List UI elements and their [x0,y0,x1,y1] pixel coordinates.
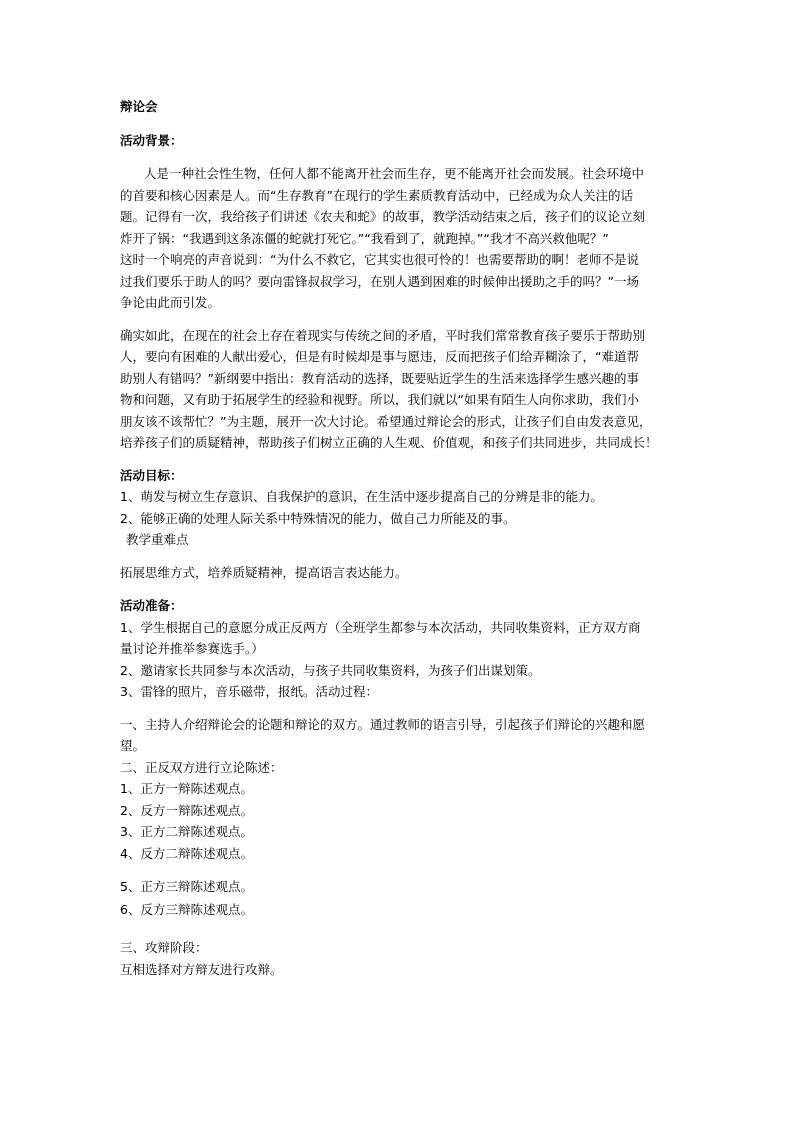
spacer [120,864,692,876]
spacer [120,151,692,163]
debate-speaker-item: 5、正方三辩陈述观点。 [120,879,253,894]
debate-speaker-item: 1、正方一辩陈述观点。 [120,781,253,796]
spacer [120,703,692,714]
debate-speaker-item: 4、反方二辩陈述观点。 [120,845,253,861]
process-step-1: 一、主持人介绍辩论会的论题和辩论的双方。通过教师的语言引导，引起孩子们辩论的兴趣和愿 [120,716,646,732]
spacer [120,118,692,130]
background-p2-line: 朋友该不该帮忙？”为主题，展开一次大讨论。希望通过辩论会的形式，让孩子们自由发表意见， [120,413,652,429]
spacer [120,583,692,595]
background-p2-line: 人，要向有困难的人献出爱心，但是有时候却是事与愿违，反而把孩子们给弄糊涂了，“难道帮 [120,349,639,364]
spacer [120,551,692,562]
background-p1-line: 过我们要乐于助人的吗？要向雷锋叔叔学习，在别人遇到困难的时候伸出援助之手的吗？”一场 [120,273,639,289]
background-p2-line: 培养孩子们的质疑精神，帮助孩子们树立正确的人生观、价值观，和孩子们共同进步，共同成长！ [120,435,658,450]
preparation-item: 量讨论并推举参赛选手。） [120,641,264,656]
preparation-item: 3、雷锋的照片，音乐磁带，报纸。活动过程： [120,684,378,699]
background-p1-line: 人是一种社会性生物，任何人都不能离开社会而生存，更不能离开社会而发展。社会环境中 [144,166,645,181]
preparation-heading: 活动准备： [120,598,183,613]
debate-speaker-item: 3、正方二辩陈述观点。 [120,824,253,839]
process-step-1: 望。 [120,738,146,753]
goal-item: 1、萌发与树立生存意识、自我保护的意识，在生活中逐步提高自己的分辨是非的能力。 [120,489,603,504]
background-p2-line: 助别人有错吗？”新纲要中指出：教育活动的选择，既要贴近学生的生活来选择学生感兴趣的事 [120,370,639,386]
background-p2-line: 确实如此，在现在的社会上存在着现实与传统之间的矛盾，平时我们常常教育孩子要乐于帮助别 [120,327,646,343]
key-difficulty-text: 拓展思维方式，培养质疑精神，提高语言表达能力。 [120,564,408,580]
key-difficulty-subheading: 教学重难点 [126,532,189,547]
process-step-3-text: 互相选择对方辩友进行攻辩。 [120,961,283,977]
spacer [120,454,692,465]
background-p1-line: 题。记得有一次，我给孩子们讲述《农夫和蛇》的故事，教学活动结束之后，孩子们的议论立刻 [120,209,646,224]
spacer [120,314,692,325]
background-p1-line: 炸开了锅：“我遇到这条冻僵的蛇就打死它。”“我看到了，就跑掉。”“我才不高兴救他呢？” [120,230,609,246]
spacer [120,920,692,937]
goal-item: 2、能够正确的处理人际关系中特殊情况的能力，做自己力所能及的事。 [120,510,516,526]
preparation-item: 2、邀请家长共同参与本次活动，与孩子共同收集资料，为孩子们出谋划策。 [120,662,541,678]
document-title: 辩论会 [120,99,158,114]
background-p1-line: 的首要和核心因素是人。而“生存教育”在现行的学生素质教育活动中，已经成为众人关注的话 [120,187,633,203]
document-page [120,96,692,980]
debate-speaker-item: 2、反方一辩陈述观点。 [120,802,253,818]
process-step-3-heading: 三、攻辩阶段： [120,940,208,955]
background-heading: 活动背景： [120,132,183,148]
goals-heading: 活动目标： [120,467,183,483]
preparation-item: 1、学生根据自己的意愿分成正反两方（全班学生都参与本次活动，共同收集资料，正方双方商 [120,619,641,635]
debate-speaker-item: 6、反方三辩陈述观点。 [120,901,253,917]
background-p1-line: 争论由此而引发。 [120,295,221,310]
background-p2-line: 物和问题，又有助于拓展学生的经验和视野。所以，我们就以“如果有陌生人向你求助，我们小 [120,392,639,407]
background-p1-line: 这时一个响亮的声音说到：“为什么不救它，它其实也很可怜的！也需要帮助的啊！老师不是说 [120,252,639,267]
process-step-2-heading: 二、正反双方进行立论陈述： [120,759,283,775]
